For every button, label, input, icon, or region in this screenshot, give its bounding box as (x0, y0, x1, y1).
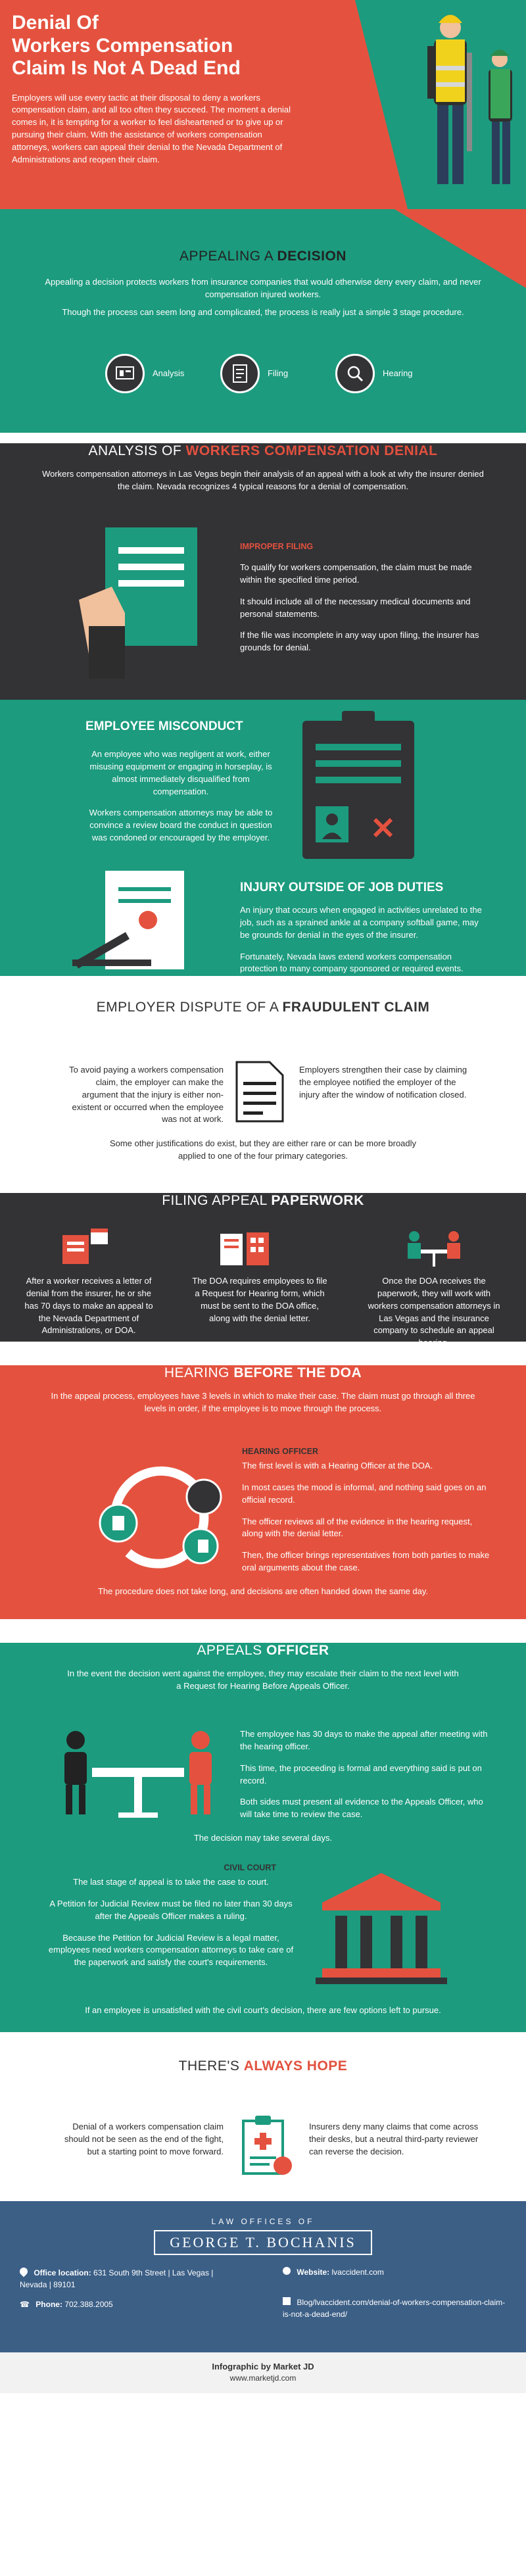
hearing-p3: The officer reviews all of the evidence in the hearing request, along with the denial letter. (242, 1516, 473, 1539)
step-analysis-label: Analysis (153, 368, 185, 378)
hero-title-line2: Workers Compensation (12, 34, 233, 57)
phone-value[interactable]: 702.388.2005 (64, 2300, 113, 2309)
hope-left: Denial of a workers compensation claim should not be seen as the end of the fight, but a starting point to move forward. (64, 2122, 224, 2156)
calendar-icon (59, 1227, 112, 1267)
credit-section (0, 2352, 526, 2393)
appeals-p4: The decision may take several days. (193, 1833, 333, 1843)
appeals-section (0, 1643, 526, 2032)
phone-info (20, 2300, 113, 2309)
analysis-section (0, 443, 526, 700)
hero-title (12, 12, 321, 80)
hope-right: Insurers deny many claims that come across their desks, but a neutral third-party reviewer can reverse the decision. (309, 2122, 479, 2156)
civil-c3: Because the Petition for Judicial Review is a legal matter, employees need workers compensation attorneys to take care of the paperwork and satisfy the court's requirements. (48, 1932, 294, 1968)
document-icon (233, 1059, 286, 1125)
appeals-p2: This time, the proceeding is formal and everything said is put on record. (240, 1762, 482, 1786)
website-info (283, 2267, 384, 2277)
appealing-p2: Though the process can seem long and complicated, the process is really just a simple 3 stage procedure. (62, 306, 464, 317)
hero-title-line1: Denial Of (12, 12, 99, 34)
dispute-bottom: Some other justifications do exist, but they are either rare or can be more broadly applied to one of the four primary categories. (109, 1138, 417, 1161)
hearing-intro: In the appeal process, employees have 3 levels in which to make their case. The claim must go through all three levels in order, if the employee is to move through the process. (51, 1391, 475, 1413)
dispute-left: To avoid paying a workers compensation claim, the employer can make the argument that the injury is either non-existent or occurred when the employee was not at work. (69, 1065, 224, 1125)
appeals-p1: The employee has 30 days to make the appeal after meeting with the hearing officer. (240, 1729, 488, 1751)
clipboard-illustration (289, 708, 434, 865)
courthouse-illustration (316, 1870, 447, 1988)
footer-section (0, 2201, 526, 2352)
hearing-p4: Then, the officer brings representatives from both parties to make oral arguments about the case. (242, 1550, 490, 1573)
hearing-bottom: The procedure does not take long, and decisions are often handed down the same day. (97, 1586, 429, 1596)
hero-title-line3: Claim Is Not A Dead End (12, 57, 241, 79)
credit-url[interactable]: www.marketjd.com (229, 2373, 297, 2383)
hope-title: THERE'S ALWAYS HOPE (178, 2058, 348, 2074)
blog-value[interactable]: Blog/lvaccident.com/denial-of-workers-compensation-claim-is-not-a-dead-end/ (283, 2298, 506, 2319)
injury-p2: Fortunately, Nevada laws extend workers compensation protection to many company sponsored or required events. (240, 951, 464, 974)
civil-c2: A Petition for Judicial Review must be filed no later than 30 days after the Appeals Officer makes a ruling. (49, 1898, 293, 1921)
filing-col2: The DOA requires employees to file a Request for Hearing form, which must be sent to the DOA office, along with the denial letter. (192, 1276, 327, 1323)
appealing-title: APPEALING A DECISION (179, 249, 347, 264)
filing-icon (220, 354, 260, 393)
step-analysis (105, 354, 185, 393)
misconduct-p1: An employee who was negligent at work, either misusing equipment or engaging in horseplay, is almost immediately disqualified from compensation. (89, 749, 272, 796)
gavel-document-illustration (66, 867, 224, 973)
appeals-title: APPEALS OFFICER (197, 1643, 329, 1658)
hope-section (0, 2058, 526, 2201)
dispute-section (0, 1000, 526, 1181)
injury-p1: An injury that occurs when engaged in activities unrelated to the job, such as a sprained ankle at a company softball game, may be grounds for denial in the eyes of the insurer. (240, 905, 482, 940)
improper-p3: If the file was incomplete in any way upon filing, the insurer has grounds for denial. (240, 630, 479, 653)
hero-intro: Employers will use every tactic at their disposal to deny a workers compensation claim, and all too often they succeed. The moment a denial comes in, it is tempting for a worker to feel disheartened or to give up or pursuing their claim. With the assistance of workers compensation attorneys, workers can appeal their denial to the Nevada Department of Administrations and reopen their claim. (12, 92, 291, 164)
hearing-icon (335, 354, 375, 393)
injury-title: INJURY OUTSIDE OF JOB DUTIES (240, 881, 444, 894)
filing-col3: Once the DOA receives the paperwork, they will work with workers compensation attorneys in Las Vegas and the insurance company to schedule an appeal hearing. (368, 1276, 500, 1348)
dispute-right: Employers strengthen their case by claiming the employee notified the employer of the injury after the window of notification closed. (299, 1065, 467, 1100)
firm-name: GEORGE T. BOCHANIS (154, 2230, 372, 2255)
workers-illustration (329, 0, 526, 209)
step-hearing-label: Hearing (383, 368, 413, 378)
step-filing-label: Filing (268, 368, 289, 378)
dispute-title: EMPLOYER DISPUTE OF A FRAUDULENT CLAIM (96, 1000, 430, 1015)
appealing-p1: Appealing a decision protects workers from insurance companies that would otherwise deny every claim, and never compensation injured workers. (45, 277, 481, 299)
credit-text: Infographic by Market JD (212, 2362, 314, 2371)
hearing-officer-title: HEARING OFFICER (242, 1447, 318, 1456)
hearing-p1: The first level is with a Hearing Officer at the DOA. (242, 1461, 433, 1470)
website-value[interactable]: lvaccident.com (331, 2268, 384, 2277)
analysis-title: ANALYSIS OF WORKERS COMPENSATION DENIAL (88, 443, 438, 458)
improper-title: IMPROPER FILING (240, 542, 314, 551)
civil-court-title: CIVIL COURT (224, 1863, 276, 1872)
step-hearing (335, 354, 413, 393)
office-label: Office location: (34, 2268, 91, 2277)
filing-title: FILING APPEAL PAPERWORK (162, 1193, 364, 1208)
hearing-section (0, 1365, 526, 1619)
steps-row (105, 354, 421, 400)
office-value: 631 South 9th Street | Las Vegas | Nevada | 89101 (20, 2268, 214, 2289)
hearing-title: HEARING BEFORE THE DOA (164, 1365, 362, 1380)
forms-icon (214, 1227, 273, 1268)
misconduct-section (0, 700, 526, 976)
meeting-icon (401, 1228, 467, 1268)
civil-c1: The last stage of appeal is to take the case to court. (73, 1877, 269, 1887)
step-filing (220, 354, 289, 393)
medical-report-icon (237, 2114, 296, 2180)
misconduct-title: EMPLOYEE MISCONDUCT (85, 719, 243, 733)
blog-icon (283, 2297, 291, 2305)
improper-p2: It should include all of the necessary medical documents and personal statements. (240, 596, 471, 619)
analysis-icon (105, 354, 145, 393)
analysis-intro: Workers compensation attorneys in Las Vegas begin their analysis of an appeal with a look at why the insurer denied the claim. Nevada recognizes 4 typical reasons for a denial of compensation. (42, 469, 484, 491)
phone-icon: ☎ (20, 2300, 30, 2309)
cycle-illustration (89, 1447, 233, 1579)
law-offices-label: LAW OFFICES OF (211, 2217, 315, 2226)
hero-section (0, 0, 526, 209)
blog-info (283, 2297, 506, 2320)
filing-section (0, 1193, 526, 1348)
location-icon (18, 2266, 30, 2277)
globe-icon (283, 2267, 291, 2275)
office-info (20, 2267, 237, 2291)
filing-col1: After a worker receives a letter of denial from the insurer, he or she has 70 days to make an appeal to the Nevada Department of Administrations, or DOA. (24, 1276, 153, 1336)
civil-c4: If an employee is unsatisfied with the civil court's decision, there are few options left to pursue. (85, 2005, 441, 2015)
appeals-p3: Both sides must present all evidence to the Appeals Officer, who will take time to review the case. (240, 1797, 483, 1820)
website-label: Website: (297, 2268, 330, 2277)
hearing-p2: In most cases the mood is informal, and nothing said goes on an official record. (242, 1482, 487, 1505)
misconduct-p2: Workers compensation attorneys may be able to convince a review board the conduct in question was condoned or encouraged by the employer. (89, 808, 273, 843)
improper-p1: To qualify for workers compensation, the claim must be made within the specified time period. (240, 562, 472, 585)
improper-filing-illustration (72, 521, 230, 679)
appealing-section (0, 209, 526, 433)
appeals-intro: In the event the decision went against the employee, they may escalate their claim to the next level with a Request for Hearing Before Appeals Officer. (67, 1668, 459, 1691)
phone-label: Phone: (36, 2300, 62, 2309)
table-meeting-illustration (53, 1728, 224, 1820)
